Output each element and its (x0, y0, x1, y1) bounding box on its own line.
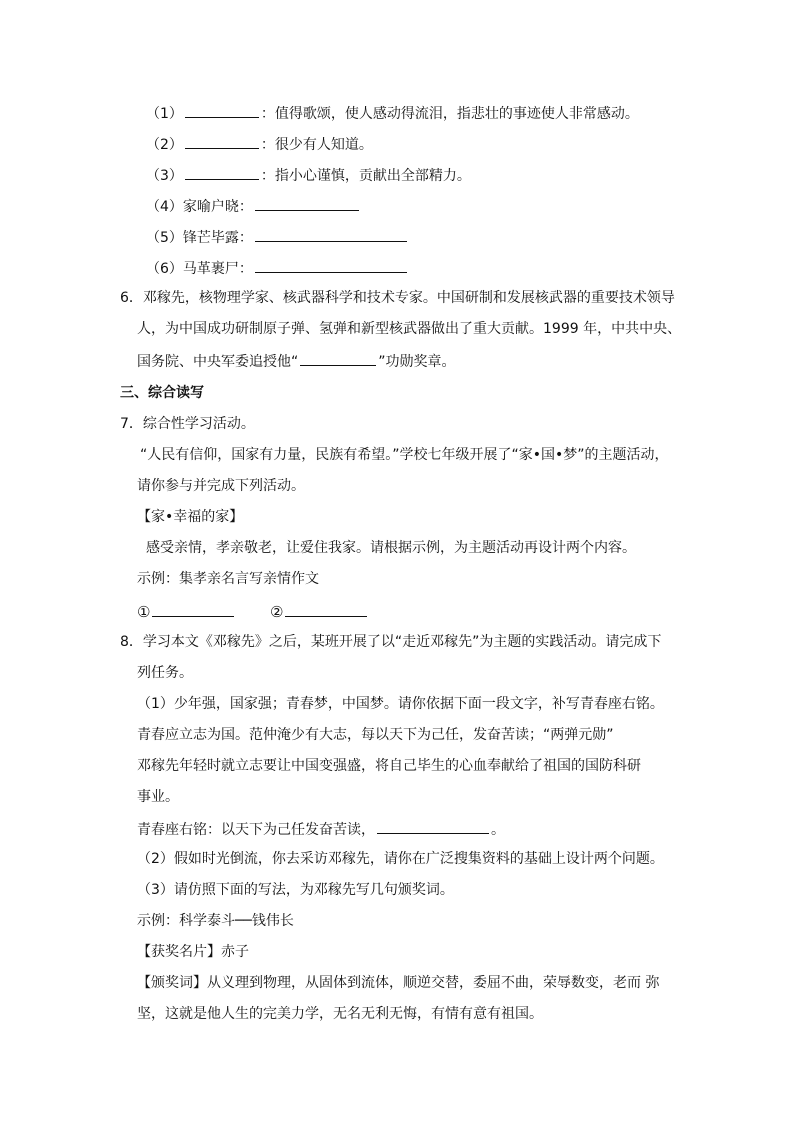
answer-blank[interactable] (185, 133, 259, 149)
answer-blank[interactable] (255, 257, 407, 273)
item-text: 家喻户晓： (182, 199, 253, 215)
q7-example: 示例：集孝亲名言写亲情作文 (137, 571, 319, 587)
q6-line-3 (137, 350, 456, 372)
answer-blank[interactable] (300, 350, 376, 366)
q5-item-3 (146, 164, 471, 186)
item-number: （6） (146, 261, 183, 277)
item-text: ：值得歌颂，使人感动得流泪，指悲壮的事迹使人非常感动。 (260, 106, 639, 122)
answer-blank[interactable] (185, 164, 259, 180)
q7-line-2: “人民有信仰，国家有力量，民族有希望。”学校七年级开展了“家•国•梦”的主题活动， (140, 447, 669, 463)
q8-sub-1: （1）少年强，国家强；青春梦，中国梦。请你依据下面一段文字，补写青春座右铭。 (137, 696, 664, 712)
q6-text-after: ”功勋奖章。 (378, 354, 456, 370)
q6-line-1: 6．邓稼先，核物理学家、核武器科学和技术专家。中国研制和发展核武器的重要技术领导 (120, 290, 675, 306)
answer-blank[interactable] (285, 601, 367, 617)
q8-para-1: 青春应立志为国。范仲淹少有大志，每以天下为己任，发奋苦读；“两弹元勋” (137, 727, 614, 743)
item-text: 锋芒毕露： (182, 230, 253, 246)
q7-heading: 【家•幸福的家】 (137, 509, 244, 525)
answer-blank[interactable] (255, 195, 359, 211)
q8-card: 【获奖名片】赤子 (137, 944, 249, 960)
q7-answer-2 (270, 601, 369, 622)
circle-number-1: ① (137, 603, 151, 621)
q8-sub-3: （3）请仿照下面的写法，为邓稼先写几句颁奖词。 (137, 882, 454, 898)
q5-item-5 (146, 226, 409, 248)
item-number: （1） (146, 106, 183, 122)
q8-sub-2: （2）假如时光倒流，你去采访邓稼先，请你在广泛搜集资料的基础上设计两个问题。 (137, 851, 664, 867)
q8-motto (137, 818, 505, 840)
q8-award-2: 坚，这就是他人生的完美力学，无名无利无悔，有情有意有祖国。 (137, 1006, 543, 1022)
item-number: （4） (146, 199, 183, 215)
item-number: （5） (146, 230, 183, 246)
item-text: 马革裹尸： (182, 261, 253, 277)
q8-para-3: 事业。 (137, 789, 179, 805)
motto-text: 青春座右铭：以天下为己任发奋苦读， (137, 822, 375, 838)
q8-line-2: 列任务。 (137, 665, 193, 681)
q8-award-1: 【颁奖词】从义理到物理，从固体到流体，顺逆交替，委屈不曲，荣辱数变，老而 弥 (137, 975, 660, 991)
q7-line-4: 感受亲情，孝亲敬老，让爱住我家。请根据示例，为主题活动再设计两个内容。 (146, 540, 636, 556)
q5-item-4 (146, 195, 361, 217)
motto-end: 。 (491, 822, 505, 838)
answer-blank[interactable] (255, 226, 407, 242)
q8-example: 示例：科学泰斗──钱伟长 (137, 913, 294, 929)
item-text: ：很少有人知道。 (260, 137, 373, 153)
q5-item-6 (146, 257, 409, 279)
section-title: 三、综合读写 (120, 385, 204, 401)
q5-item-2 (146, 133, 373, 155)
answer-blank[interactable] (377, 818, 489, 834)
q6-line-2: 人，为中国成功研制原子弹、氢弹和新型核武器做出了重大贡献。1999 年，中共中央、 (137, 321, 682, 337)
circle-number-2: ② (270, 603, 284, 621)
answer-blank[interactable] (185, 102, 259, 118)
q7-title: 7．综合性学习活动。 (120, 416, 255, 432)
item-text: ：指小心谨慎，贡献出全部精力。 (260, 168, 471, 184)
item-number: （3） (146, 168, 183, 184)
q7-answer-1 (137, 601, 236, 622)
q6-text-before: 国务院、中央军委追授他“ (137, 354, 299, 370)
q8-para-2: 邓稼先年轻时就立志要让中国变强盛，将自己毕生的心血奉献给了祖国的国防科研 (137, 758, 641, 774)
q7-line-3: 请你参与并完成下列活动。 (137, 478, 305, 494)
answer-blank[interactable] (152, 601, 234, 617)
item-number: （2） (146, 137, 183, 153)
q8-line-1: 8．学习本文《邓稼先》之后，某班开展了以“走近邓稼先”为主题的实践活动。请完成下 (120, 634, 662, 650)
q5-item-1 (146, 102, 639, 124)
